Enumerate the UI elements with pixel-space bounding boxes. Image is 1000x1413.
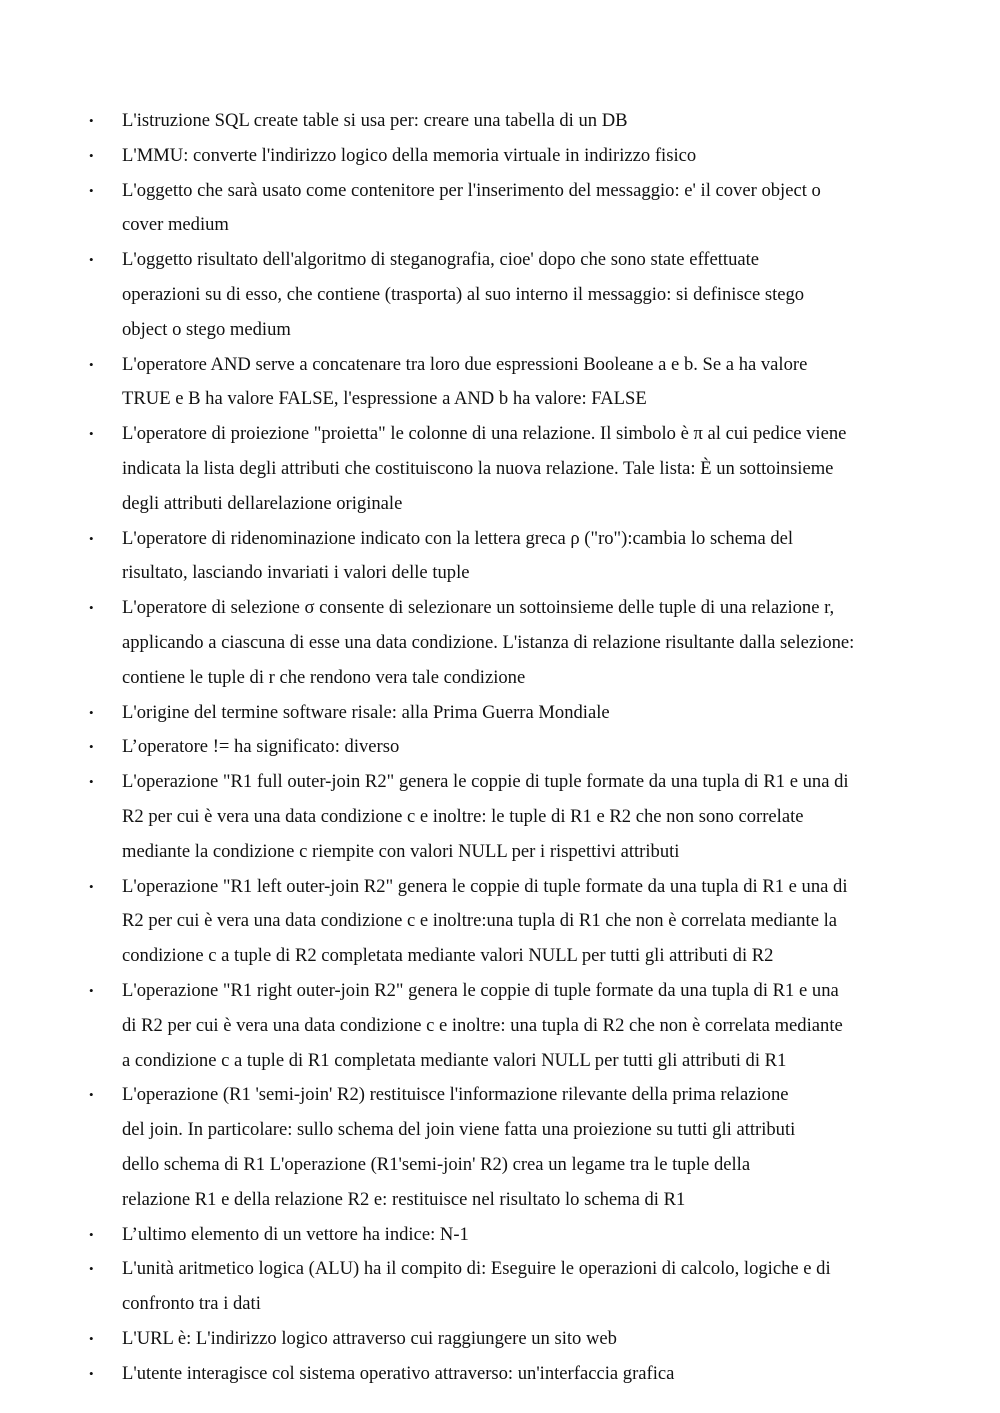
- text-line: L'origine del termine software risale: alla Prima Guerra Mondiale: [122, 701, 610, 723]
- text-line: L'URL è: L'indirizzo logico attraverso cui raggiungere un sito web: [122, 1327, 617, 1349]
- text-line: L'operatore di proiezione "proietta" le colonne di una relazione. Il simbolo è π al cui pedice viene: [122, 423, 847, 445]
- text-line: object o stego medium: [122, 318, 291, 340]
- text-line: L'operazione "R1 right outer-join R2" genera le coppie di tuple formate da una tupla di R1 e una: [122, 979, 839, 1001]
- text-line: degli attributi dellarelazione originale: [122, 492, 403, 514]
- text-line: L'operatore di selezione σ consente di selezionare un sottoinsieme delle tuple di una relazione r,: [122, 597, 835, 619]
- text-line: R2 per cui è vera una data condizione c e inoltre:una tupla di R1 che non è correlata mediante la: [122, 910, 838, 932]
- bullet-icon: •: [89, 530, 94, 546]
- text-line: L'unità aritmetico logica (ALU) ha il compito di: Eseguire le operazioni di calcolo, logiche e di: [122, 1258, 831, 1280]
- text-line: a condizione c a tuple di R1 completata mediante valori NULL per tutti gli attributi di R1: [122, 1049, 787, 1071]
- list-item: [88, 974, 918, 1078]
- text-line: L'oggetto che sarà usato come contenitore per l'inserimento del messaggio: e' il cover object o: [122, 179, 821, 201]
- list-item-text: [122, 765, 918, 869]
- text-line: mediante la condizione c riempite con valori NULL per i rispettivi attributi: [122, 840, 680, 862]
- text-line: confronto tra i dati: [122, 1293, 261, 1315]
- bullet-icon: •: [89, 356, 94, 372]
- bullet-icon: •: [89, 252, 94, 268]
- text-line: di R2 per cui è vera una data condizione c e inoltre: una tupla di R2 che non è correlata mediante: [122, 1014, 843, 1036]
- text-line: risultato, lasciando invariati i valori delle tuple: [122, 562, 470, 584]
- bullet-icon: •: [89, 1365, 94, 1381]
- text-line: applicando a ciascuna di esse una data condizione. L'istanza di relazione risultante dalla selezione:: [122, 631, 855, 653]
- bullet-icon: •: [89, 774, 94, 790]
- list-item-text: [122, 591, 918, 695]
- text-line: cover medium: [122, 214, 229, 236]
- list-item: [88, 696, 918, 731]
- text-line: contiene le tuple di r che rendono vera tale condizione: [122, 666, 526, 688]
- text-line: L'MMU: converte l'indirizzo logico della memoria virtuale in indirizzo fisico: [122, 144, 697, 166]
- list-item-text: [122, 870, 918, 974]
- text-line: del join. In particolare: sullo schema del join viene fatta una proiezione su tutti gli attributi: [122, 1119, 796, 1141]
- text-line: L'oggetto risultato dell'algoritmo di steganografia, cioe' dopo che sono state effettuate: [122, 249, 760, 271]
- text-line: L'utente interagisce col sistema operativo attraverso: un'interfaccia grafica: [122, 1362, 675, 1384]
- list-item-text: [122, 417, 918, 521]
- list-item-text: [122, 1252, 918, 1322]
- text-line: indicata la lista degli attributi che costituiscono la nuova relazione. Tale lista: È un sottoinsieme: [122, 457, 834, 479]
- list-item: [88, 348, 918, 418]
- list-item-text: [122, 522, 918, 592]
- list-item-text: [122, 104, 918, 139]
- bullet-icon: •: [89, 1087, 94, 1103]
- text-line: L'operazione (R1 'semi-join' R2) restituisce l'informazione rilevante della prima relazione: [122, 1084, 789, 1106]
- bullet-icon: •: [89, 1330, 94, 1346]
- bullet-icon: •: [89, 982, 94, 998]
- list-item: [88, 417, 918, 521]
- list-item: [88, 870, 918, 974]
- list-item: [88, 1218, 918, 1253]
- list-item: [88, 591, 918, 695]
- text-line: relazione R1 e della relazione R2 e: restituisce nel risultato lo schema di R1: [122, 1188, 686, 1210]
- bullet-icon: •: [89, 878, 94, 894]
- list-item-text: [122, 696, 918, 731]
- list-item: [88, 1252, 918, 1322]
- list-item-text: [122, 348, 918, 418]
- text-line: TRUE e B ha valore FALSE, l'espressione a AND b ha valore: FALSE: [122, 388, 647, 410]
- bullet-icon: •: [89, 600, 94, 616]
- text-line: R2 per cui è vera una data condizione c e inoltre: le tuple di R1 e R2 che non sono correlate: [122, 805, 804, 827]
- text-line: L’ultimo elemento di un vettore ha indice: N-1: [122, 1223, 469, 1245]
- list-item-text: [122, 1218, 918, 1253]
- list-item: [88, 730, 918, 765]
- list-item: [88, 1078, 918, 1217]
- bullet-icon: •: [89, 1261, 94, 1277]
- list-item-text: [122, 243, 918, 347]
- list-item-text: [122, 139, 918, 174]
- text-line: L'istruzione SQL create table si usa per: creare una tabella di un DB: [122, 110, 628, 131]
- text-line: L'operazione "R1 left outer-join R2" genera le coppie di tuple formate da una tupla di R1 e una di: [122, 875, 848, 897]
- list-item-text: [122, 174, 918, 244]
- bullet-list: [88, 104, 918, 1391]
- text-line: operazioni su di esso, che contiene (trasporta) al suo interno il messaggio: si definisce stego: [122, 283, 805, 305]
- list-item: [88, 243, 918, 347]
- text-line: L’operatore != ha significato: diverso: [122, 736, 400, 758]
- bullet-icon: •: [89, 182, 94, 198]
- bullet-icon: •: [89, 704, 94, 720]
- list-item: [88, 765, 918, 869]
- list-item: [88, 139, 918, 174]
- bullet-icon: •: [89, 147, 94, 163]
- text-line: dello schema di R1 L'operazione (R1'semi-join' R2) crea un legame tra le tuple della: [122, 1153, 751, 1175]
- list-item: [88, 174, 918, 244]
- text-line: L'operazione "R1 full outer-join R2" genera le coppie di tuple formate da una tupla di R1 e una di: [122, 771, 849, 793]
- list-item: [88, 104, 918, 139]
- list-item: [88, 1357, 918, 1392]
- bullet-icon: •: [89, 426, 94, 442]
- list-item: [88, 522, 918, 592]
- list-item-text: [122, 730, 918, 765]
- bullet-icon: •: [89, 1226, 94, 1242]
- list-item-text: [122, 1322, 918, 1357]
- list-item-text: [122, 1078, 918, 1217]
- text-line: L'operatore di ridenominazione indicato con la lettera greca ρ ("ro"):cambia lo schema del: [122, 527, 794, 549]
- bullet-icon: •: [89, 113, 94, 128]
- list-item: [88, 1322, 918, 1357]
- bullet-icon: •: [89, 739, 94, 755]
- text-line: L'operatore AND serve a concatenare tra loro due espressioni Booleane a e b. Se a ha valore: [122, 353, 808, 375]
- list-item-text: [122, 1357, 918, 1392]
- list-item-text: [122, 974, 918, 1078]
- text-line: condizione c a tuple di R2 completata mediante valori NULL per tutti gli attributi di R2: [122, 945, 774, 967]
